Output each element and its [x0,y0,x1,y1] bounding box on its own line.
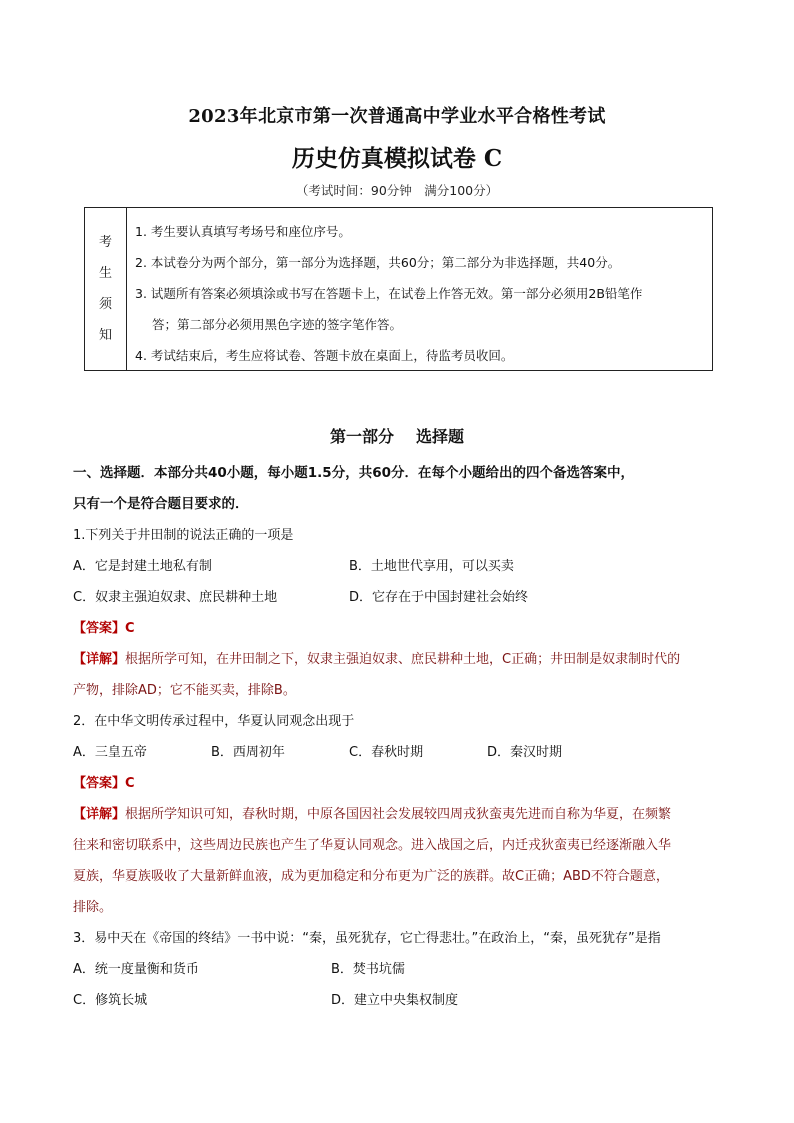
section-title [0,424,794,447]
exam-subtitle: 历史仿真模拟试卷 C [291,145,503,172]
option-c: C．奴隶主强迫奴隶、庶民耕种土地 [73,590,278,605]
answer-label: 【答案】 [73,776,126,791]
option-d: D．秦汉时期 [487,745,563,760]
option-a: A．统一度量衡和货币 [73,962,199,977]
exam-title: 2023年北京市第一次普通高中学业水平合格性考试 [188,106,606,127]
section-title-part2: 选择题 [416,427,465,446]
notice-item: 3. 试题所有答案必须填涂或书写在答题卡上，在试卷上作答无效。第一部分必须用2B铅笔作 [135,286,643,301]
option-row [73,985,723,1016]
option-b: B．西周初年 [211,745,285,760]
notice-items [127,208,712,370]
option-a: A．三皇五帝 [73,745,147,760]
option-d: D．建立中央集权制度 [331,993,459,1008]
option-d: D．它存在于中国封建社会始终 [349,590,529,605]
answer-value: C [125,776,135,791]
notice-label-char: 知 [98,328,112,343]
notice-label [85,208,127,370]
detail-label: 【详解】 [73,807,126,822]
option-c: C．修筑长城 [73,993,148,1008]
detail-label: 【详解】 [73,652,126,667]
option-row [73,582,723,613]
question-stem: 3．易中天在《帝国的终结》一书中说：“秦，虽死犹存，它亡得悲壮。”在政治上，“秦，虽死犹存”是指 [73,931,661,946]
detail-text: 根据所学知识可知，春秋时期，中原各国因社会发展较四周戎狄蛮夷先进而自称为华夏，在频繁 [125,807,672,822]
answer-label: 【答案】 [73,621,126,636]
detail-line: 产物，排除AD；它不能买卖，排除B。 [73,683,296,698]
notice-item: 4. 考试结束后，考生应将试卷、答题卡放在桌面上，待监考员收回。 [135,348,514,363]
detail-line: 往来和密切联系中，这些周边民族也产生了华夏认同观念。进入战国之后，内迁戎狄蛮夷已经逐渐融入华 [73,838,672,853]
answer-line [73,768,723,799]
option-b: B．焚书坑儒 [331,962,405,977]
option-row [73,551,723,582]
option-row [73,737,723,768]
section-title-part1: 第一部分 [329,427,394,446]
answer-line [73,613,723,644]
section-intro: 一、选择题．本部分共40小题，每小题1.5分，共60分．在每个小题给出的四个备选答案中， [73,465,634,481]
answer-value: C [125,621,135,636]
notice-item: 1. 考生要认真填写考场号和座位序号。 [135,224,351,239]
detail-line [73,644,723,675]
option-row [73,954,723,985]
notice-item: 2. 本试卷分为两个部分，第一部分为选择题，共60分；第二部分为非选择题，共40分。 [135,255,621,270]
option-b: B．土地世代享用，可以买卖 [349,559,514,574]
candidate-notice-box [84,207,713,371]
exam-info: （考试时间：90分钟 满分100分） [295,183,499,198]
questions-content [73,458,723,1016]
notice-label-char: 生 [98,266,112,281]
section-intro: 只有一个是符合题目要求的． [73,496,249,512]
notice-label-char: 考 [98,235,112,250]
detail-line: 排除。 [73,900,113,915]
question-stem: 1.下列关于井田制的说法正确的一项是 [73,528,294,543]
detail-line [73,799,723,830]
option-c: C．春秋时期 [349,745,424,760]
notice-label-char: 须 [98,297,112,312]
notice-item-continuation: 答；第二部分必须用黑色字迹的签字笔作答。 [152,317,403,332]
question-stem: 2．在中华文明传承过程中，华夏认同观念出现于 [73,714,355,729]
detail-line: 夏族，华夏族吸收了大量新鲜血液，成为更加稳定和分布更为广泛的族群。故C正确；ABD不符合题意， [73,869,669,884]
detail-text: 根据所学可知，在井田制之下，奴隶主强迫奴隶、庶民耕种土地，C正确；井田制是奴隶制时代的 [125,652,681,667]
option-a: A．它是封建土地私有制 [73,559,212,574]
